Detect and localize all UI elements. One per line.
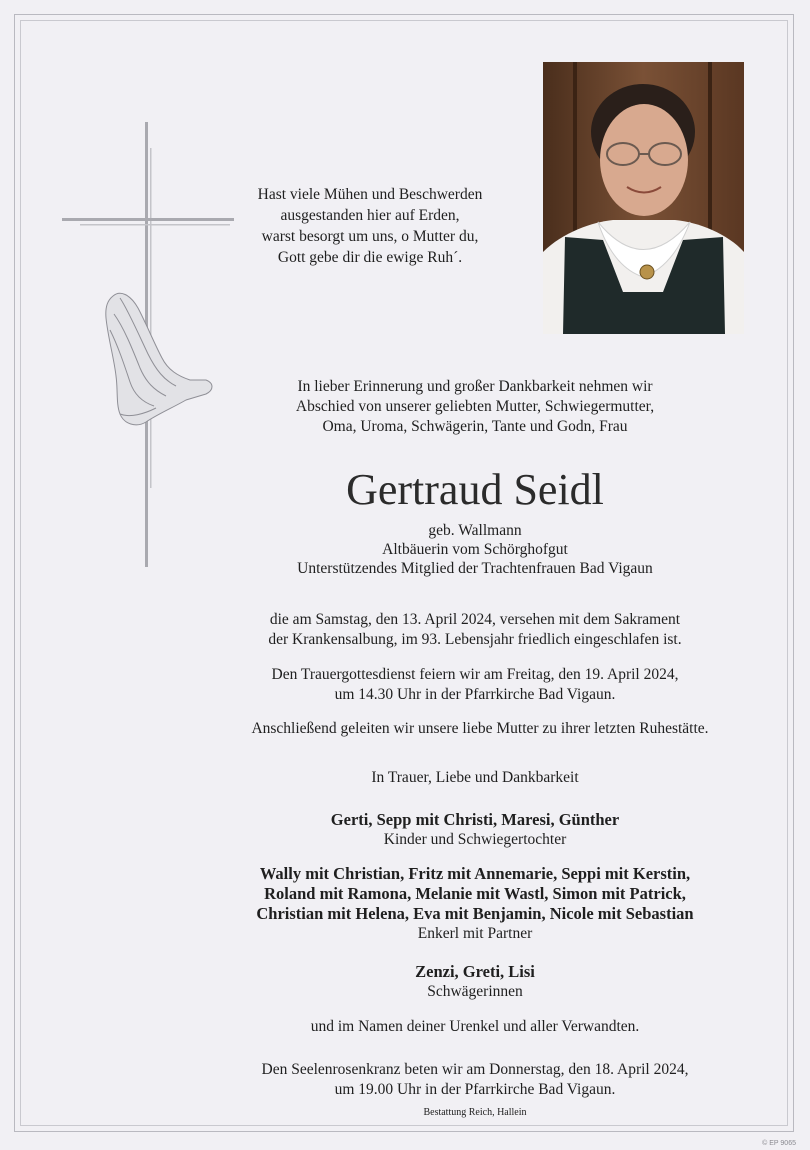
sisters-in-law-role: Schwägerinnen: [427, 983, 523, 1000]
mourning-line: In Trauer, Liebe und Dankbarkeit: [371, 769, 579, 786]
sisters-in-law-names: Zenzi, Greti, Lisi: [415, 962, 535, 981]
intro-text: [230, 377, 720, 437]
grandchildren-block: [200, 864, 750, 944]
death-notice: [210, 610, 740, 650]
death-line: die am Samstag, den 13. April 2024, versehen mit dem Sakrament: [269, 611, 681, 628]
verse-line: warst besorgt um uns, o Mutter du,: [261, 228, 479, 245]
intro-line: In lieber Erinnerung und großer Dankbarkeit nehmen wir: [297, 378, 653, 395]
deceased-name: Gertraud Seidl: [346, 465, 604, 514]
subtitle-line: geb. Wallmann: [428, 522, 522, 539]
children-block: [210, 810, 740, 850]
service-line: Den Trauergottesdienst feiern wir am Freitag, den 19. April 2024,: [271, 666, 679, 683]
grandchildren-names: Christian mit Helena, Eva mit Benjamin, Nicole mit Sebastian: [256, 904, 694, 923]
death-line: der Krankensalbung, im 93. Lebensjahr friedlich eingeschlafen ist.: [268, 631, 682, 648]
verse: [230, 184, 510, 268]
grandchildren-names: Wally mit Christian, Fritz mit Annemarie, Seppi mit Kerstin,: [259, 864, 691, 883]
children-role: Kinder und Schwiegertochter: [383, 831, 567, 848]
rosary-line: Den Seelenrosenkranz beten wir am Donnerstag, den 18. April 2024,: [261, 1061, 689, 1078]
subtitle-line: Unterstützendes Mitglied der Trachtenfrauen Bad Vigaun: [297, 560, 653, 577]
subtitle: [230, 521, 720, 578]
children-names: Gerti, Sepp mit Christi, Maresi, Günther: [330, 810, 620, 829]
intro-line: Abschied von unserer geliebten Mutter, Schwiegermutter,: [295, 398, 655, 415]
sisters-in-law-block: [210, 962, 740, 1002]
subtitle-line: Altbäuerin vom Schörghofgut: [382, 541, 568, 558]
verse-line: ausgestanden hier auf Erden,: [280, 207, 460, 224]
relatives-line: und im Namen deiner Urenkel und aller Verwandten.: [310, 1018, 640, 1035]
funeral-home-credit: Bestattung Reich, Hallein: [423, 1107, 527, 1118]
rosary-line: um 19.00 Uhr in der Pfarrkirche Bad Vigaun.: [334, 1081, 616, 1098]
corner-code: © EP 9065: [762, 1140, 796, 1147]
grandchildren-names: Roland mit Ramona, Melanie mit Wastl, Simon mit Patrick,: [264, 884, 686, 903]
verse-line: Gott gebe dir die ewige Ruh´.: [277, 249, 463, 266]
grandchildren-role: Enkerl mit Partner: [417, 925, 533, 942]
intro-line: Oma, Uroma, Schwägerin, Tante und Godn, Frau: [322, 418, 628, 435]
service-line: um 14.30 Uhr in der Pfarrkirche Bad Vigaun.: [334, 686, 616, 703]
verse-line: Hast viele Mühen und Beschwerden: [257, 186, 483, 203]
portrait-photo: [543, 62, 744, 334]
burial-notice: Anschließend geleiten wir unsere liebe Mutter zu ihrer letzten Ruhestätte.: [251, 720, 709, 737]
rosary-notice: [210, 1060, 740, 1100]
service-notice: [210, 665, 740, 705]
cross-with-praying-hands-icon: [58, 118, 248, 573]
